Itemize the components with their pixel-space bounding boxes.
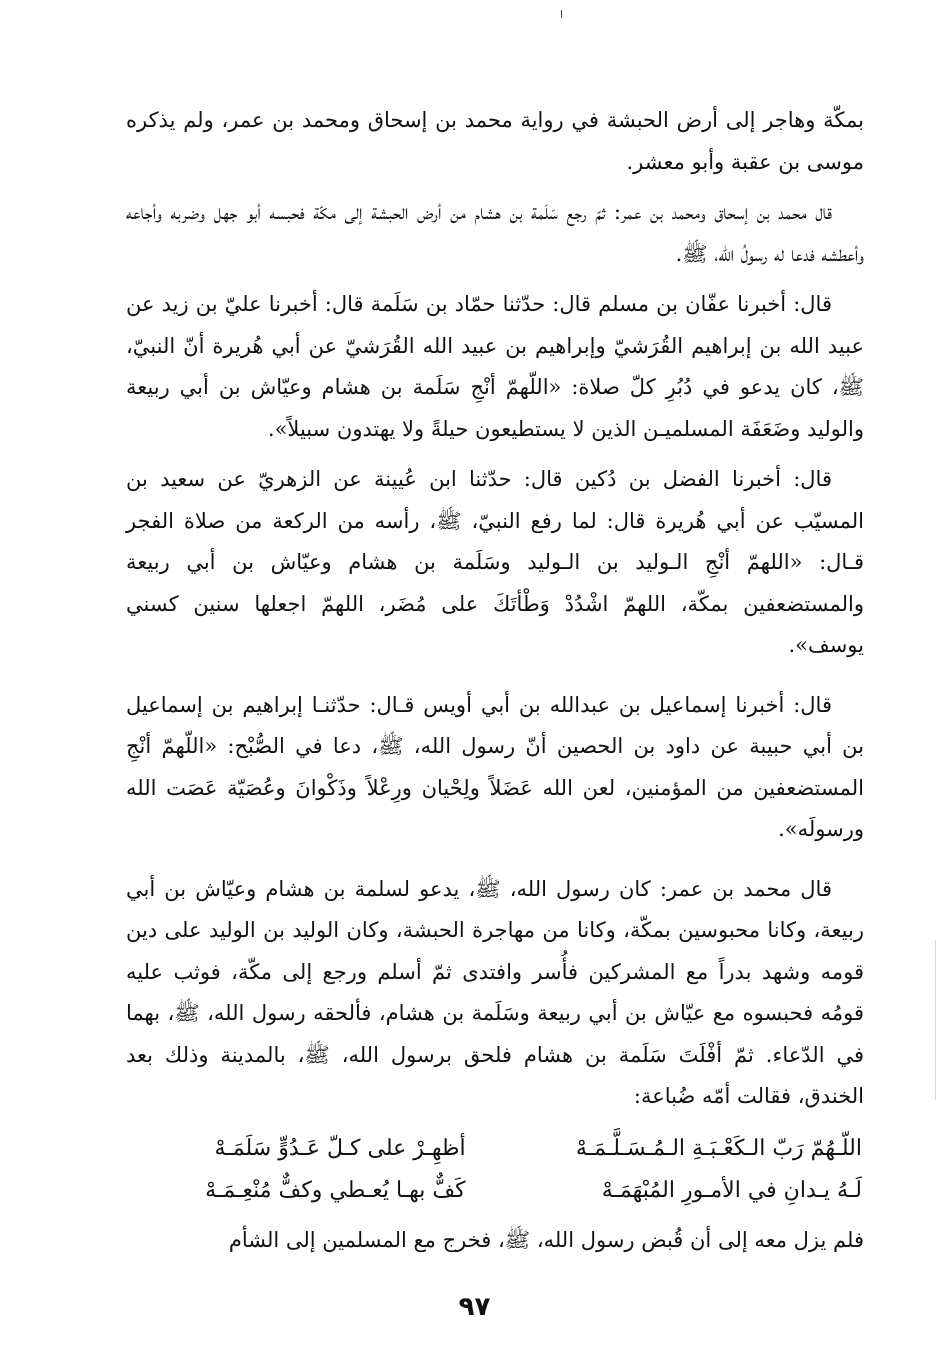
- verse-1-first-hemistich: اللّـهُمّ رَبّ الـكَعْـبَـةِ الـمُـسَـلَّـمَـهْ: [575, 1135, 862, 1161]
- poem-verse-2: [126, 1170, 864, 1212]
- closing-paragraph: فلم يزل معه إلى أن قُبض رسول الله، ﷺ، فخرج مع المسلمين إلى الشأم: [228, 1227, 864, 1252]
- verse-1-second-hemistich: أظهِـرْ على كـلّ عَـدُوٍّ سَلَمَـهْ: [214, 1135, 466, 1161]
- paragraph-2: قال محمد بن إسحاق ومحمد بن عمر: ثمّ رجع سَلَمة بن هشام من أرض الحبشة إلى مكّة فحبسه أبو جهل وضربه وأجاعه وأعطشه فدعا له رسولُ الله، ﷺ.: [126, 200, 864, 266]
- paragraph-4: قال: أخبرنا الفضل بن دُكين قال: حدّثنا ابن عُيينة عن الزهريّ عن سعيد بن المسيّب عن أبي هُريرة قال: لما رفع النبيّ، ﷺ، رأسه من الركعة من صلاة الفجر قـال: «اللهمّ أنْجِ الـوليد بن الـوليد وسَلَمة بن هشام وعيّاش بن أبي ربيعة والمستضعفين بمكّة، اللهمّ اشْدُدْ وَطْأتَكَ على مُضَر، اللهمّ اجعلها سنين كسني يوسف».: [126, 467, 864, 657]
- paragraph-1: بمكّة وهاجر إلى أرض الحبشة في رواية محمد بن إسحاق ومحمد بن عمر، ولم يذكره موسى بن عقبة وأبو معشر.: [126, 108, 864, 174]
- scan-edge-shadow: [935, 940, 936, 1100]
- scan-mark: [561, 10, 562, 18]
- main-text: [126, 100, 864, 1261]
- poem: [126, 1128, 864, 1212]
- paragraph-5: قال: أخبرنا إسماعيل بن عبدالله بن أبي أويس قـال: حدّثنـا إبراهيم بن إسماعيل بن أبي حبيبة عن داود بن الحصين أنّ رسول الله، ﷺ، دعا في الصُّبْح: «اللّهمّ أنْجِ المستضعفين من المؤمنين، لعن الله عَضَلاً ولِحْيان ورِعْلاً وذَكْوانَ وعُصَيّة عَصَت الله ورسولَه».: [126, 692, 864, 841]
- paragraph-3: قال: أخبرنا عفّان بن مسلم قال: حدّثنا حمّاد بن سَلَمة قال: أخبرنا عليّ بن زيد عن عبيد الله بن إبراهيم القُرَشيّ وإبراهيم بن عبيد الله القُرَشيّ عن أبي هُريرة أنّ النبيّ، ﷺ، كان يدعو في دُبُرِ كلّ صلاة: «اللّهمّ أنْجِ سَلَمة بن هشام وعيّاش بن أبي ربيعة والوليد وضَعَفَة المسلميـن الذين لا يستطيعون حيلةً ولا يهتدون سبيلاً».: [126, 292, 864, 441]
- paragraph-6: قال محمد بن عمر: كان رسول الله، ﷺ، يدعو لسلمة بن هشام وعيّاش بن أبي ربيعة، وكانا محبوسين بمكّة، وكانا من مهاجرة الحبشة، وكان الوليد بن الوليد على دين قومه وشهد بدراً مع المشركين فأُسر وافتدى ثمّ أسلم ورجع إلى مكّة، فوثب عليه قومُه فحبسوه مع عيّاش بن أبي ربيعة وسَلَمة بن هشام، فألحقه رسول الله، ﷺ، بهما في الدّعاء. ثمّ أفْلَتَ سَلَمة بن هشام فلحق برسول الله، ﷺ، بالمدينة وذلك بعد الخندق، فقالت أمّه ضُباعة:: [126, 876, 864, 1108]
- verse-2-first-hemistich: لَـهُ يـدانِ في الأمـورِ المُبْهَمَـهْ: [601, 1177, 862, 1203]
- page-number: ٩٧: [458, 1292, 491, 1322]
- verse-2-second-hemistich: كَفٌّ بهـا يُعـطي وكفٌّ مُنْعِـمَـهْ: [205, 1177, 466, 1203]
- poem-verse-1: [126, 1128, 864, 1170]
